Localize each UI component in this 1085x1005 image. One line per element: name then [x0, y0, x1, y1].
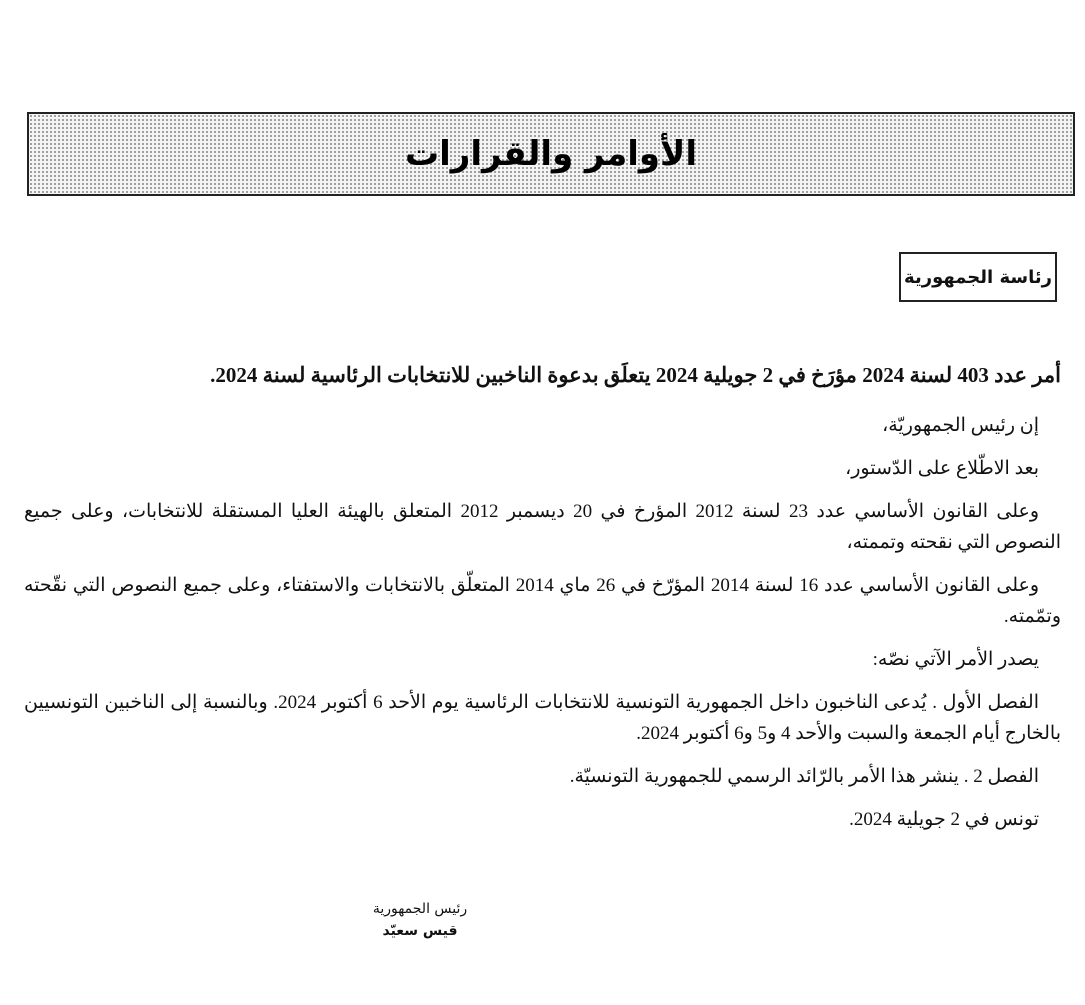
issuing-authority-box: [899, 252, 1057, 302]
decree-paragraph-issuance: يصدر الأمر الآتي نصّه:: [872, 649, 1039, 670]
decree-place-date: تونس في 2 جويلية 2024.: [849, 809, 1039, 830]
decree-paragraph-preamble: إن رئيس الجمهوريّة،: [882, 415, 1039, 436]
decree-title: أمر عدد 403 لسنة 2024 مؤرَخ في 2 جويلية 2024 يتعلَق بدعوة الناخبين للانتخابات الرئاسية لسنة 2024.: [210, 363, 1061, 387]
section-banner: [27, 112, 1075, 196]
signature-role: رئيس الجمهورية: [372, 901, 468, 917]
decree-paragraph-constitution: بعد الاطّلاع على الدّستور،: [845, 458, 1039, 479]
issuing-authority-label: رئاسة الجمهورية: [904, 266, 1052, 288]
decree-paragraph-law-2014: وعلى القانون الأساسي عدد 16 لسنة 2014 المؤرّخ في 26 ماي 2014 المتعلّق بالانتخابات والاستفتاء، وعلى جميع النصوص التي نقّحته وتمّمته.: [24, 575, 1061, 627]
banner-title: الأوامر والقرارات: [404, 134, 698, 174]
decree-paragraph-law-2012: وعلى القانون الأساسي عدد 23 لسنة 2012 المؤرخ في 20 ديسمبر 2012 المتعلق بالهيئة العليا المستقلة للانتخابات، وعلى جميع النصوص التي نقحته وتممته،: [24, 501, 1061, 553]
signature-block: [330, 898, 510, 942]
decree-article-1: الفصل الأول . يُدعى الناخبون داخل الجمهورية التونسية للانتخابات الرئاسية يوم الأحد 6 أكتوبر 2024. وبالنسبة إلى الناخبين التونسيين بالخارج أيام الجمعة والسبت والأحد 4 و5 و6 أكتوبر 2024.: [24, 692, 1061, 744]
signature-name: قيس سعيّد: [382, 923, 458, 939]
decree-content: [24, 360, 1061, 847]
decree-article-2: الفصل 2 . ينشر هذا الأمر بالرّائد الرسمي للجمهورية التونسيّة.: [569, 766, 1039, 787]
